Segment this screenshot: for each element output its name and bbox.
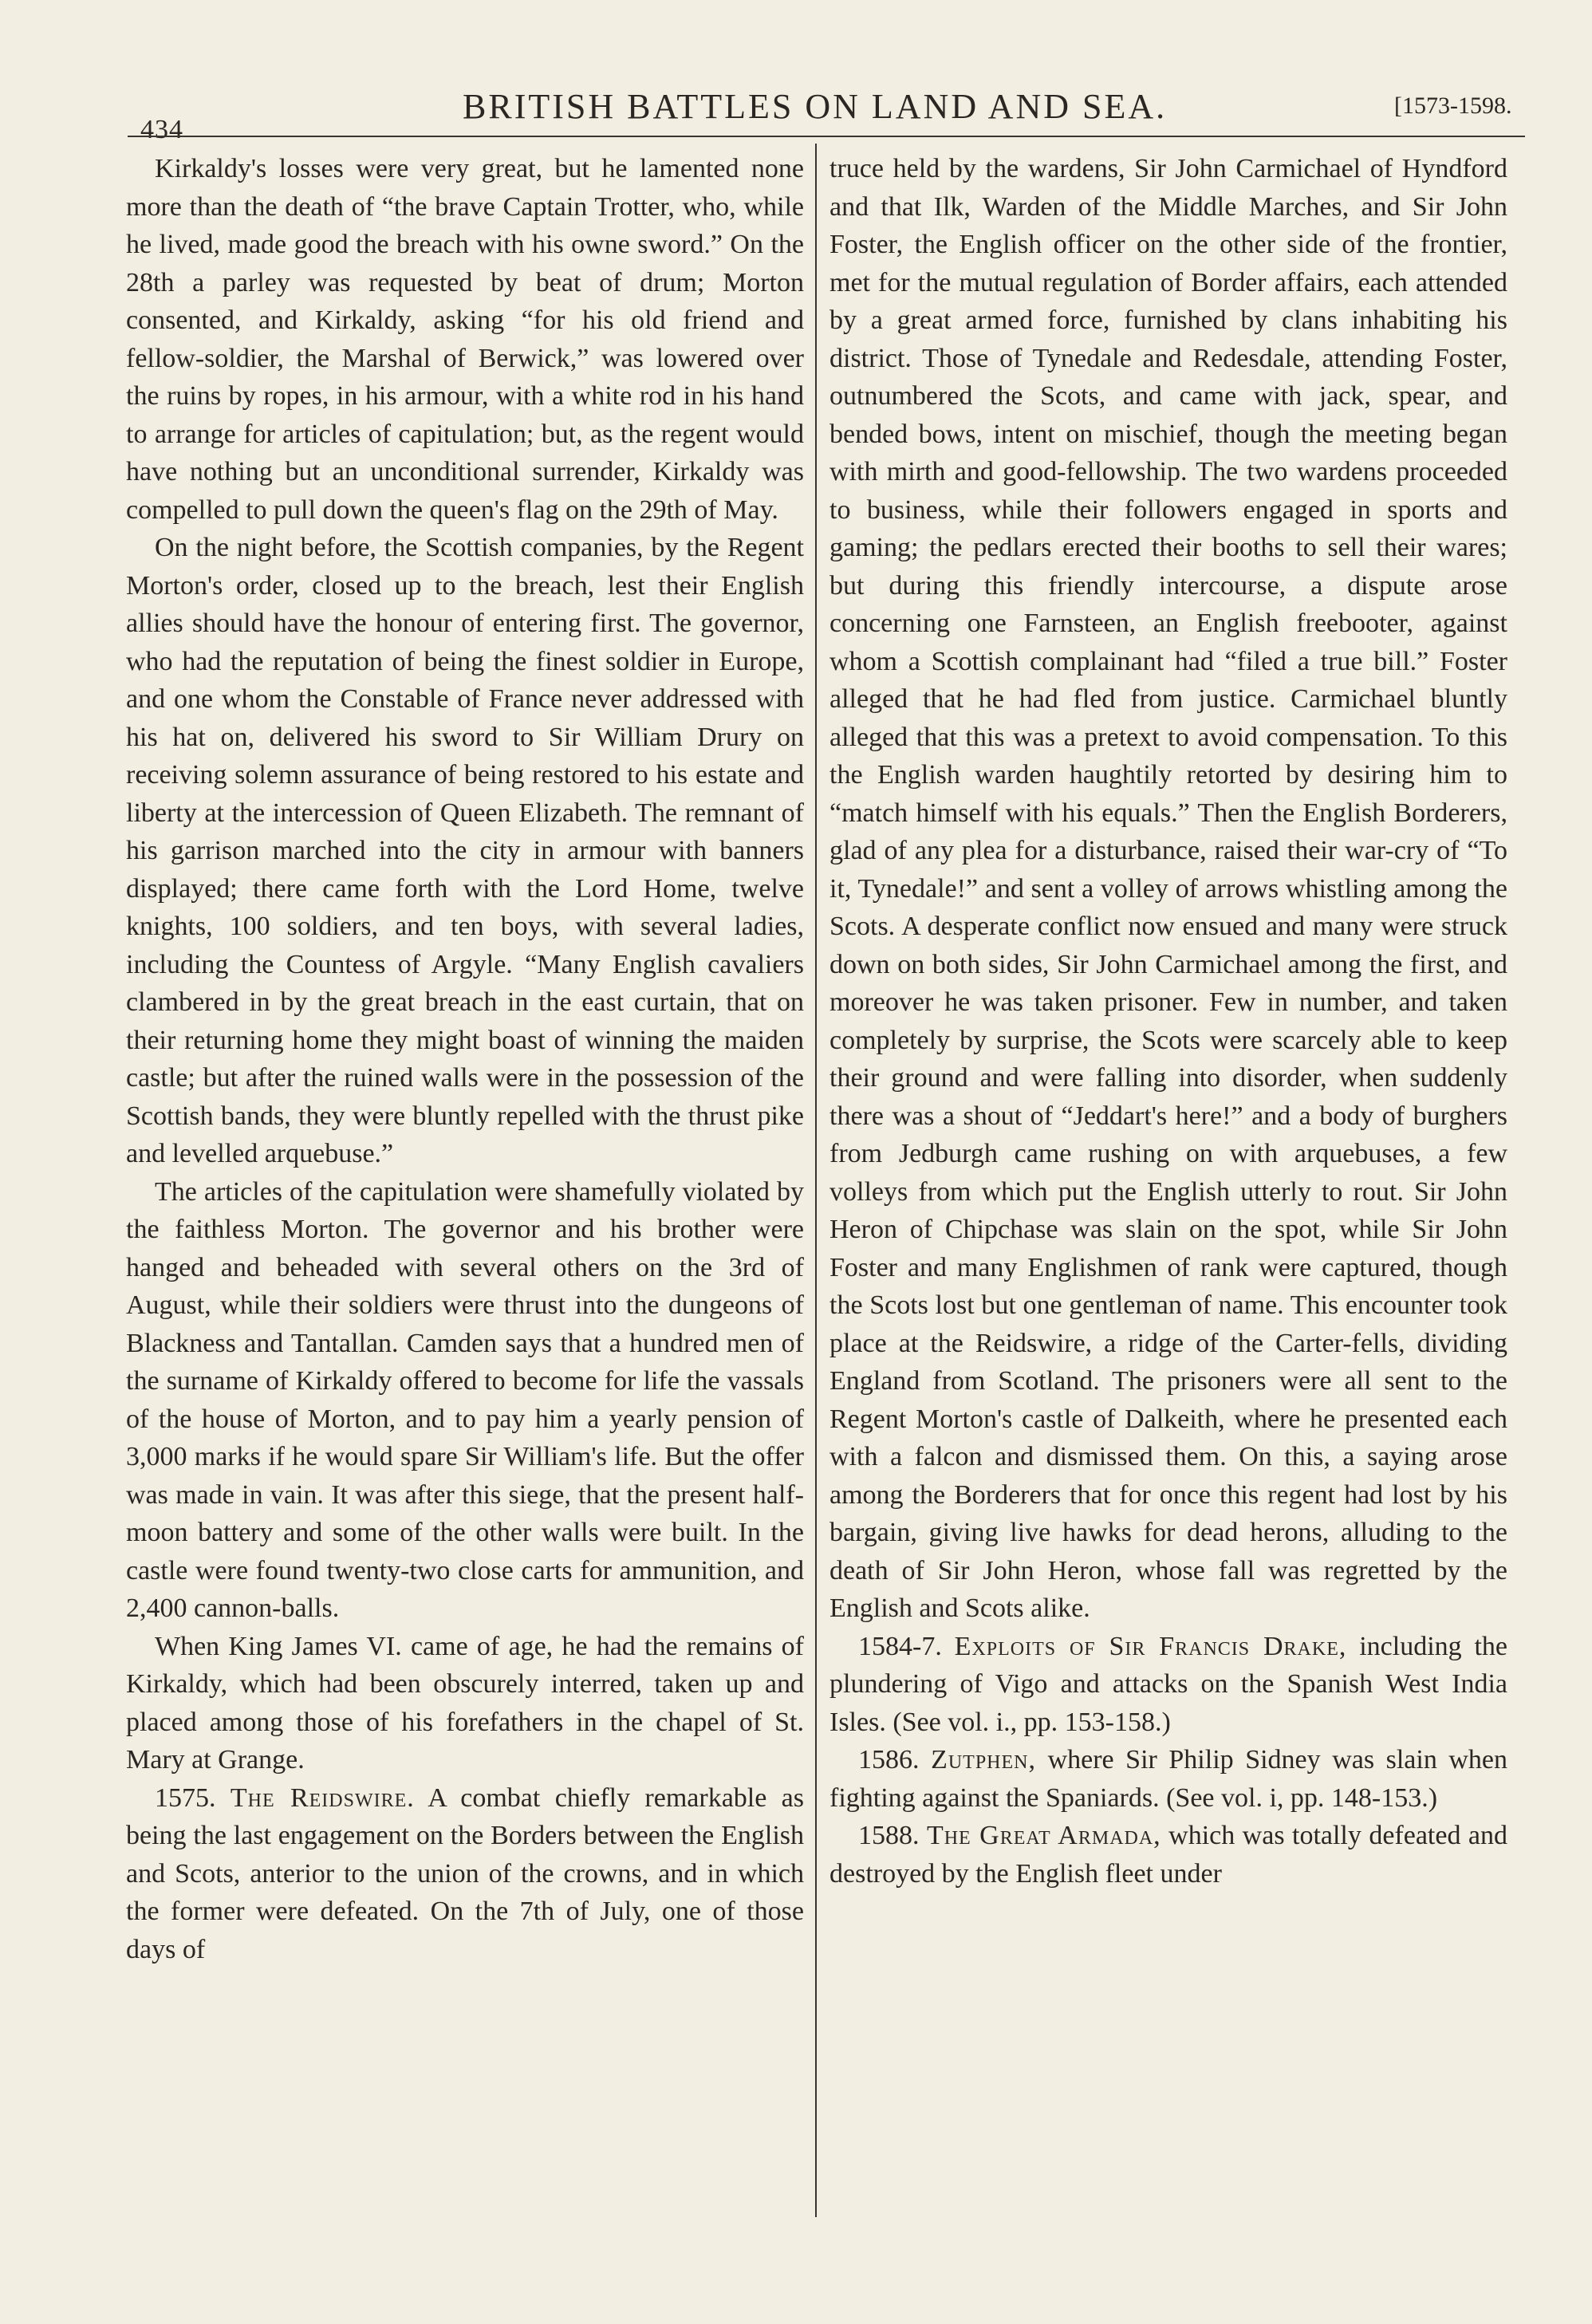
entry-paragraph	[829, 1817, 1507, 1893]
entry-paragraph	[829, 1628, 1507, 1742]
entry-body: including the plundering of Vigo and attacks on the Spanish West India Isles. (See vol. i., pp. 153-158.)	[829, 1631, 1508, 1737]
entry-body: which was totally defeated and destroyed by the English fleet under	[829, 1821, 1507, 1889]
right-column	[829, 150, 1507, 1893]
paragraph: When King James VI. came of age, he had the remains of Kirkaldy, which had been obscurely interred, taken up and placed among those of his forefathers in the chapel of St. Mary at Grange.	[126, 1631, 804, 1775]
entry-heading: Zutphen,	[931, 1745, 1036, 1775]
paragraph: On the night before, the Scottish companies, by the Regent Morton's order, closed up to the breach, lest their English allies should have the honour of entering first. The governor, who had the reputation of being the finest soldier in Europe, and one whom the Constable of France never addressed with his hat on, delivered his sword to Sir William Drury on receiving solemn assurance of being restored to his estate and liberty at the intercession of Queen Elizabeth. The remnant of his garrison marched into the city in armour with banners displayed; there came forth with the Lord Home, twelve knights, 100 soldiers, and ten boys, with several ladies, including the Countess of Argyle. “Many English cavaliers clambered in by the great breach in the east curtain, that on their returning home they might boast of winning the maiden castle; but after the ruined walls were in the possession of the Scottish bands, they were bluntly repelled with the thrust pike and levelled arquebuse.”	[126, 533, 804, 1168]
entry-heading: The Great Armada,	[926, 1821, 1161, 1850]
running-title: BRITISH BATTLES ON LAND AND SEA.	[463, 87, 1168, 126]
paragraph: The articles of the capitulation were shamefully violated by the faithless Morton. The governor and his brother were hanged and beheaded with several others on the 3rd of August, while their soldiers were thrust into the dungeons of Blackness and Tantallan. Camden says that a hundred men of the surname of Kirkaldy offered to become for life the vassals of the house of Morton, and to pay him a yearly pension of 3,000 marks if he would spare Sir William's life. But the offer was made in vain. It was after this siege, that the present half-moon battery and some of the other walls were built. In the castle were found twenty-two close carts for ammunition, and 2,400 cannon-balls.	[126, 1176, 804, 1623]
entry-year: 1588.	[858, 1821, 920, 1850]
header-rule	[128, 136, 1525, 137]
column-rule	[815, 144, 817, 2217]
entry-year: 1586.	[858, 1745, 920, 1775]
entry-paragraph	[829, 1741, 1507, 1817]
entry-year: 1575.	[155, 1782, 216, 1813]
entry-body: where Sir Philip Sidney was slain when fighting against the Spaniards. (See vol. i, pp. 148-153.)	[829, 1745, 1508, 1813]
page-number: 434	[140, 115, 183, 144]
left-column	[126, 150, 804, 1968]
entry-heading: Exploits of Sir Francis Drake,	[954, 1631, 1347, 1661]
entry-paragraph	[126, 1779, 804, 1969]
paragraph: truce held by the wardens, Sir John Carmichael of Hyndford and that Ilk, Warden of the Middle Marches, and Sir John Foster, the English officer on the other side of the frontier, met for the mutual regulation of Border affairs, each attended by a great armed force, furnished by clans inhabiting his district. Those of Tynedale and Redesdale, attending Foster, outnumbered the Scots, and came with jack, spear, and bended bows, intent on mischief, though the meeting began with mirth and good-fellowship. The two wardens proceeded to business, while their followers engaged in sports and gaming; the pedlars erected their booths to sell their wares; but during this friendly intercourse, a dispute arose concerning one Farnsteen, an English freebooter, against whom a Scottish complainant had “filed a true bill.” Foster alleged that he had fled from justice. Carmichael bluntly alleged that this was a pretext to avoid compensation. To this the English warden haughtily retorted by desiring him to “match himself with his equals.” Then the English Borderers, glad of any plea for a disturbance, raised their war-cry of “To it, Tynedale!” and sent a volley of arrows whistling among the Scots. A desperate conflict now ensued and many were struck down on both sides, Sir John Carmichael among the first, and moreover he was taken prisoner. Few in number, and taken completely by surprise, the Scots were scarcely able to keep their ground and were falling into disorder, when suddenly there was a shout of “Jeddart's here!” and a body of burghers from Jedburgh came rushing on with arquebuses, a few volleys from which put the English utterly to rout. Sir John Heron of Chipchase was slain on the spot, while Sir John Foster and many Englishmen of rank were captured, though the Scots lost but one gentleman of name. This encounter took place at the Reidswire, a ridge of the Carter-fells, dividing England from Scotland. The prisoners were all sent to the Regent Morton's castle of Dalkeith, where he presented each with a falcon and dismissed them. On this, a saying arose among the Borderers that for once this regent had lost by his bargain, giving live hawks for dead herons, alluding to the death of Sir John Heron, whose fall was regretted by the English and Scots alike.	[829, 154, 1507, 1623]
date-range: [1573-1598.	[1394, 93, 1512, 119]
entry-year: 1584-7.	[858, 1631, 942, 1661]
paragraph: Kirkaldy's losses were very great, but he lamented none more than the death of “the brave Captain Trotter, who, while he lived, made good the breach with his owne sword.” On the 28th a parley was requested by beat of drum; Morton consented, and Kirkaldy, asking “for his old friend and fellow-soldier, the Marshal of Berwick,” was lowered over the ruins by ropes, in his armour, with a white rod in his hand to arrange for articles of capitulation; but, as the regent would have nothing but an unconditional surrender, Kirkaldy was compelled to pull down the queen's flag on the 29th of May.	[126, 154, 804, 525]
entry-heading: The Reidswire.	[230, 1782, 415, 1813]
entry-body: A combat chiefly remarkable as being the last engagement on the Borders between the English and Scots, anterior to the union of the crowns, and in which the former were defeated. On the 7th of July, one of those days of	[126, 1782, 804, 1964]
